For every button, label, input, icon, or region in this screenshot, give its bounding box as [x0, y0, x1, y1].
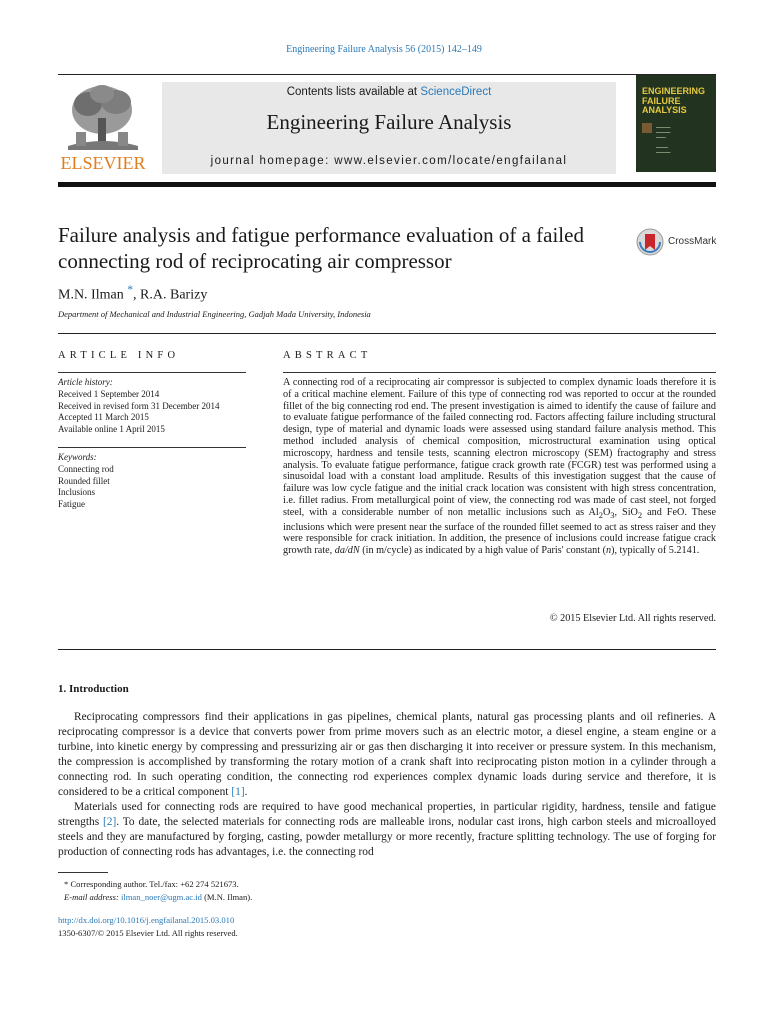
article-history: [58, 377, 258, 436]
paragraph-text: . To date, the selected materials for connecting rods are malleable irons, nodular cast irons, high carbon steels and microalloyed steels and they are manufactured by forging, casting, powder metallurgy or more recently, fracture splitting technology. The use of forging for production of connecting rods has advantages, i.e. the connecting rod: [58, 816, 716, 858]
email-suffix: (M.N. Ilman).: [201, 891, 253, 902]
header-thick-rule: [58, 182, 716, 187]
abstract-bottom-rule: [58, 649, 716, 650]
crossmark-icon: [636, 228, 664, 256]
subscript: 2: [637, 509, 643, 520]
keyword-item: Connecting rod: [58, 463, 114, 474]
abstract-part: and FeO. These inclusions which were present near the surface of the rounded fillet seemed to act as stress raiser and they were responsible for crack initiation. In addition, the presence of inclusions could increase fatigue crack growth rate,: [283, 506, 716, 557]
doi-block: [58, 914, 716, 939]
history-item: Available online 1 April 2015: [58, 424, 165, 435]
elsevier-logo: [58, 80, 148, 175]
keyword-item: Rounded fillet: [58, 475, 110, 486]
keyword-item: Fatigue: [58, 499, 85, 510]
email-label: E-mail address:: [64, 891, 121, 902]
email-link[interactable]: ilman_noer@ugm.ac.id: [120, 891, 202, 902]
paragraph-text: Materials used for connecting rods are required to have good mechanical properties, in particular rigidity, hardness, tensile and fatigue strengths: [58, 801, 716, 828]
abstract-rule: [283, 372, 716, 373]
author-name: M.N. Ilman: [58, 287, 124, 303]
journal-header-band: [162, 82, 616, 174]
publisher-name: ELSEVIER: [60, 153, 146, 173]
history-item: Received 1 September 2014: [58, 388, 160, 399]
author-separator: ,: [133, 287, 141, 303]
footnote-mark: *: [64, 879, 69, 889]
abstract-heading: ABSTRACT: [283, 350, 372, 361]
cover-mark: [642, 123, 652, 133]
keywords-rule: [58, 447, 246, 448]
history-item: Received in revised form 31 December 2014: [58, 400, 220, 411]
abstract-copyright: © 2015 Elsevier Ltd. All rights reserved.: [549, 613, 716, 624]
footnote-text: Corresponding author. Tel./fax: +62 274 521673.: [68, 879, 239, 889]
citation-link[interactable]: [1]: [231, 786, 245, 798]
author-name: R.A. Barizy: [140, 287, 208, 303]
subscript: 2: [598, 509, 603, 520]
article-info-rule: [58, 372, 246, 373]
author-list: [58, 283, 207, 304]
article-title: Failure analysis and fatigue performance evaluation of a failed connecting rod of reciprocating air compressor: [58, 223, 584, 273]
journal-title: Engineering Failure Analysis: [266, 110, 512, 134]
keywords-label: Keywords:: [58, 452, 97, 462]
abstract-part: ), typically of 5.2141.: [611, 545, 700, 557]
footnote-rule: [58, 872, 108, 873]
crossmark-badge[interactable]: [636, 228, 756, 258]
abstract-text: [283, 377, 716, 557]
sciencedirect-link[interactable]: ScienceDirect: [420, 86, 492, 98]
corresponding-author-mark[interactable]: *: [127, 283, 134, 296]
math-dadn: da/dN: [334, 545, 360, 557]
contents-line: [162, 86, 616, 98]
abstract-part: (in m/cycle) as indicated by a high value of Paris' constant (: [359, 545, 606, 557]
issn-line: 1350-6307/© 2015 Elsevier Ltd. All rights reserved.: [58, 927, 238, 938]
cover-title: ENGINEERING FAILURE ANALYSIS: [642, 86, 706, 115]
intro-paragraph-2: [58, 800, 716, 860]
footnote-corresponding: [58, 878, 716, 903]
intro-paragraph-1: [58, 710, 716, 800]
cover-decoration: ━━━━━━ ━━━━━━ ━━━━ ━━━━━ ━━━━━━: [656, 125, 671, 155]
abstract-part: A connecting rod of a reciprocating air compressor is subjected to complex dynamic loads therefore it is of a critical machine element. Failure of this type of connecting rod was reported to occur at the rounded fillet of the big connecting rod end. The present investigation is aimed to identify the cause of failure and to evaluate fatigue performance of the failed connecting rod. Factors affecting failure including structural design, type of material and dynamic loads were assessed using standard failure analysis method. This method included analysis of chemical composition, microstructural examination using optical microscopy, hardness and tensile tests, scanning electron microscopy (SEM) fractography and stress analysis. To evaluate fatigue performance, fatigue crack growth rate (FCGR) test was performed using a sinusoidal load with a constant load amplitude. Results of this investigation suggest that the cause of failure was low cycle fatigue and the initial crack location was consistent with high stress concentration, i.e. fillet radius. From metallurgical point of view, the connecting rod was made of cast steel, not forged steel, with a considerable number of non metallic inclusions such as Al: [283, 377, 716, 518]
article-info-heading: ARTICLE INFO: [58, 350, 180, 361]
header-top-rule: [58, 74, 716, 75]
homepage-url[interactable]: www.elsevier.com/locate/engfailanal: [334, 155, 568, 167]
contents-prefix: Contents lists available at: [286, 86, 421, 98]
doi-link[interactable]: http://dx.doi.org/10.1016/j.engfailanal.2015.03.010: [58, 915, 235, 925]
history-item: Accepted 11 March 2015: [58, 412, 149, 423]
article-history-label: Article history:: [58, 377, 113, 387]
paragraph-text: Reciprocating compressors find their applications in gas pipelines, chemical plants, natural gas processing plants and oil refineries. A reciprocating compressor is a device that converts power from prime movers such as an electric motor, a diesel engine, a steam engine or a turbine, into kinetic energy by compressing and pressurizing air or gas then discharging it into receiver or pressure system. In this mechanism, the compression is accomplished by transforming the rotary motion of a crank shaft into reciprocating piston motion in a cylinder through a connecting rod. In such operating condition, the connecting rod experiences complex dynamic loads during service and therefore, it is considered to be a critical component: [58, 711, 716, 798]
title-bottom-rule: [58, 333, 716, 334]
journal-reference[interactable]: Engineering Failure Analysis 56 (2015) 142–149: [286, 44, 482, 55]
keyword-item: Inclusions: [58, 487, 95, 498]
journal-homepage: [162, 155, 616, 167]
keywords-block: [58, 452, 258, 511]
crossmark-label: CrossMark: [668, 236, 717, 247]
homepage-prefix: journal homepage:: [210, 155, 335, 167]
abstract-part: , SiO: [614, 506, 638, 518]
author-affiliation: Department of Mechanical and Industrial Engineering, Gadjah Mada University, Indonesia: [58, 309, 371, 319]
math-n: n: [605, 545, 612, 557]
paragraph-text: .: [244, 786, 248, 798]
abstract-part: O: [602, 506, 611, 518]
section-heading: 1. Introduction: [58, 683, 129, 695]
citation-link[interactable]: [2]: [102, 816, 117, 828]
journal-cover-thumbnail[interactable]: [636, 75, 716, 172]
subscript: 3: [610, 509, 615, 520]
